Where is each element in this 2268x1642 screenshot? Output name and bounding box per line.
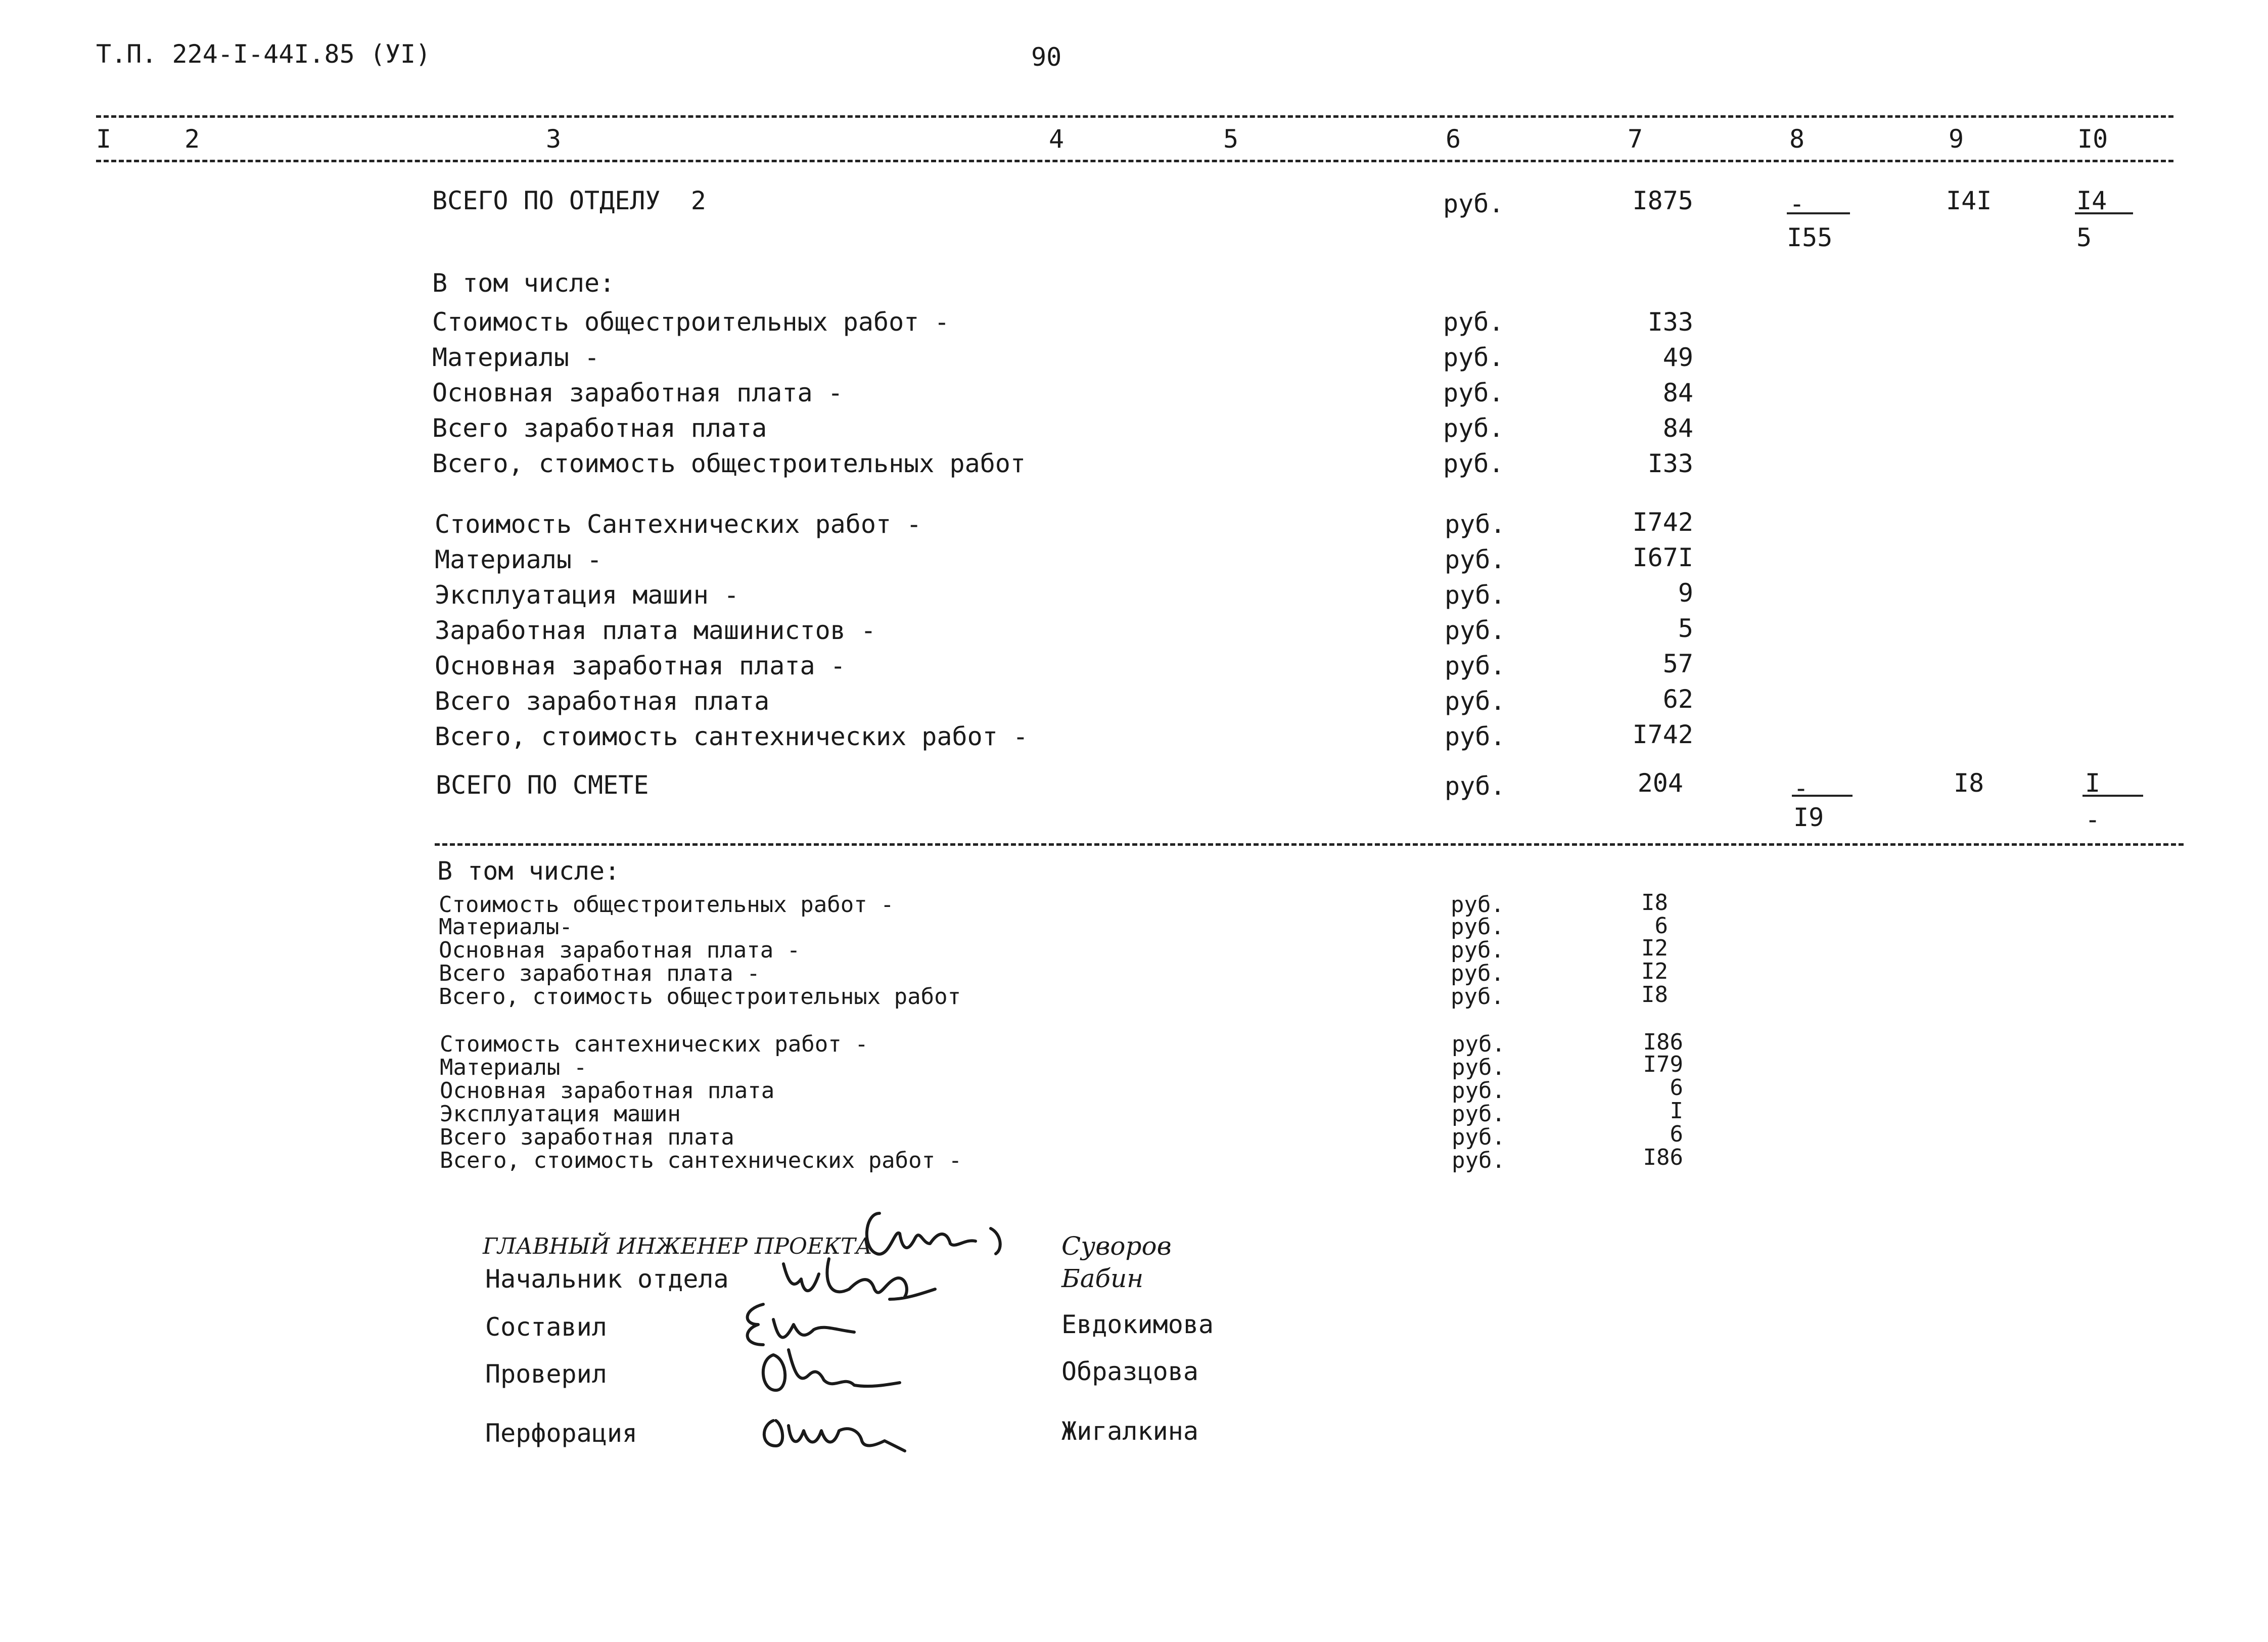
estimate-g1-label-2: Материалы-	[439, 914, 573, 940]
estimate-g1-value-3: I2	[1641, 935, 1668, 961]
section-total-unit: руб.	[1443, 189, 1504, 218]
estimate-g1-label-5: Всего, стоимость общестроительных работ	[439, 984, 961, 1010]
estimate-total-unit: руб.	[1445, 771, 1506, 801]
estimate-g1-unit-5: руб.	[1451, 984, 1504, 1010]
estimate-total-rule	[435, 843, 2184, 846]
estimate-g2-label-6: Всего, стоимость сантехнических работ -	[440, 1148, 962, 1173]
section-g1-unit-5: руб.	[1443, 449, 1504, 478]
estimate-g2-label-3: Основная заработная плата	[440, 1078, 775, 1104]
signature-mark-5	[753, 1400, 920, 1461]
column-header-1: I	[96, 124, 112, 154]
page-number: 90	[1031, 42, 1062, 72]
section-total-label: ВСЕГО ПО ОТДЕЛУ 2	[432, 186, 706, 215]
section-g2-unit-1: руб.	[1445, 510, 1506, 539]
signature-name-2: Бабин	[1061, 1264, 1144, 1293]
section-g2-unit-3: руб.	[1445, 580, 1506, 610]
section-total-col10-bottom: 5	[2076, 223, 2092, 252]
section-total-col10-fraction-line	[2075, 212, 2133, 214]
signature-name-5: Жигалкина	[1061, 1417, 1198, 1446]
signature-name-4: Образцова	[1061, 1357, 1198, 1386]
estimate-g2-value-5: 6	[1670, 1121, 1683, 1147]
estimate-g2-unit-3: руб.	[1452, 1078, 1505, 1104]
estimate-g1-unit-1: руб.	[1451, 892, 1504, 918]
estimate-g2-unit-2: руб.	[1452, 1055, 1505, 1080]
column-header-9: 9	[1949, 124, 1964, 154]
estimate-g1-unit-3: руб.	[1451, 937, 1504, 963]
estimate-g2-unit-6: руб.	[1452, 1148, 1505, 1173]
estimate-g2-unit-4: руб.	[1452, 1101, 1505, 1127]
estimate-g1-label-1: Стоимость общестроительных работ -	[439, 892, 894, 918]
header-rule-top	[96, 115, 2173, 118]
estimate-total-col7: 204	[1637, 768, 1683, 798]
section-g1-label-3: Основная заработная плата -	[432, 378, 843, 407]
section-g1-value-5: I33	[1647, 449, 1693, 478]
estimate-total-label: ВСЕГО ПО СМЕТЕ	[436, 770, 649, 800]
section-g1-unit-3: руб.	[1443, 378, 1504, 407]
column-header-3: 3	[546, 124, 562, 154]
section-total-col8-top: -	[1789, 189, 1805, 218]
estimate-breakdown-heading: В том числе:	[437, 856, 620, 886]
estimate-g1-value-1: I8	[1641, 890, 1668, 916]
estimate-g1-unit-4: руб.	[1451, 961, 1504, 986]
section-g1-value-1: I33	[1647, 307, 1693, 337]
signature-role-5: Перфорация	[485, 1419, 638, 1448]
column-header-8: 8	[1789, 124, 1805, 154]
signature-role-1: ГЛАВНЫЙ ИНЖЕНЕР ПРОЕКТА	[483, 1234, 872, 1259]
section-g1-unit-2: руб.	[1443, 343, 1504, 372]
estimate-total-col9: I8	[1954, 768, 1984, 798]
estimate-total-col10-fraction-line	[2082, 795, 2143, 797]
section-g1-value-4: 84	[1662, 414, 1693, 443]
section-g2-unit-6: руб.	[1445, 687, 1506, 716]
section-g1-value-3: 84	[1662, 378, 1693, 407]
estimate-g2-unit-1: руб.	[1452, 1031, 1505, 1057]
estimate-g2-value-4: I	[1670, 1098, 1683, 1124]
section-total-col10-top: I4	[2076, 186, 2107, 215]
section-g1-unit-4: руб.	[1443, 414, 1504, 443]
signature-role-2: Начальник отдела	[485, 1264, 729, 1294]
column-header-10: I0	[2077, 124, 2108, 154]
section-breakdown-heading: В том числе:	[432, 268, 615, 298]
estimate-g2-value-3: 6	[1670, 1075, 1683, 1101]
header-rule-bottom	[96, 160, 2173, 162]
estimate-g2-value-6: I86	[1643, 1145, 1683, 1170]
section-g1-label-4: Всего заработная плата	[432, 414, 767, 443]
document-code: Т.П. 224-I-44I.85 (УI)	[96, 39, 431, 69]
estimate-g2-label-1: Стоимость сантехнических работ -	[440, 1031, 868, 1057]
section-g2-label-6: Всего заработная плата	[435, 687, 770, 716]
section-g2-value-3: 9	[1678, 578, 1693, 608]
section-total-col7: I875	[1632, 186, 1693, 215]
section-g2-unit-5: руб.	[1445, 651, 1506, 680]
section-g2-unit-2: руб.	[1445, 545, 1506, 574]
signature-name-3: Евдокимова	[1061, 1310, 1214, 1339]
estimate-g1-value-2: 6	[1654, 913, 1668, 939]
section-g1-label-1: Стоимость общестроительных работ -	[432, 307, 950, 337]
estimate-g1-value-5: I8	[1641, 982, 1668, 1008]
section-g2-value-2: I67I	[1632, 543, 1693, 572]
section-g2-value-7: I742	[1632, 720, 1693, 749]
section-g2-unit-7: руб.	[1445, 722, 1506, 751]
estimate-g2-value-2: I79	[1643, 1052, 1683, 1077]
column-header-7: 7	[1628, 124, 1643, 154]
section-g1-value-2: 49	[1662, 343, 1693, 372]
section-total-col8-bottom: I55	[1787, 223, 1833, 252]
estimate-g2-value-1: I86	[1643, 1029, 1683, 1055]
section-g2-label-7: Всего, стоимость сантехнических работ -	[435, 722, 1028, 751]
section-g2-label-4: Заработная плата машинистов -	[435, 616, 876, 645]
section-g1-unit-1: руб.	[1443, 307, 1504, 337]
signature-role-4: Проверил	[485, 1359, 607, 1389]
section-g2-value-5: 57	[1662, 649, 1693, 678]
estimate-total-col8-top: -	[1793, 773, 1809, 803]
estimate-total-col8-bottom: I9	[1793, 803, 1824, 832]
section-total-col9: I4I	[1946, 186, 1992, 215]
estimate-g1-value-4: I2	[1641, 959, 1668, 984]
section-g2-label-1: Стоимость Сантехнических работ -	[435, 510, 922, 539]
section-g2-value-4: 5	[1678, 614, 1693, 643]
estimate-g2-label-5: Всего заработная плата	[440, 1124, 734, 1150]
section-total-col8-fraction-line	[1787, 212, 1850, 214]
estimate-g2-unit-5: руб.	[1452, 1124, 1505, 1150]
signature-mark-4	[753, 1340, 905, 1400]
section-g1-label-5: Всего, стоимость общестроительных работ	[432, 449, 1026, 478]
column-header-4: 4	[1049, 124, 1064, 154]
column-header-2: 2	[184, 124, 200, 154]
section-g2-unit-4: руб.	[1445, 616, 1506, 645]
section-g2-label-2: Материалы -	[435, 545, 603, 574]
signature-role-3: Составил	[485, 1312, 607, 1342]
section-g2-label-3: Эксплуатация машин -	[435, 580, 739, 610]
column-header-5: 5	[1223, 124, 1239, 154]
section-g2-value-1: I742	[1632, 508, 1693, 537]
section-g2-value-6: 62	[1662, 685, 1693, 714]
signature-name-1: Суворов	[1061, 1232, 1172, 1261]
estimate-g1-label-3: Основная заработная плата -	[439, 937, 801, 963]
column-header-6: 6	[1446, 124, 1461, 154]
estimate-total-col8-fraction-line	[1792, 795, 1853, 797]
estimate-g2-label-2: Материалы -	[440, 1055, 587, 1080]
estimate-total-col10-bottom: -	[2085, 805, 2101, 834]
section-g2-label-5: Основная заработная плата -	[435, 651, 846, 680]
estimate-g1-label-4: Всего заработная плата -	[439, 961, 760, 986]
estimate-g2-label-4: Эксплуатация машин	[440, 1101, 681, 1127]
estimate-total-col10-top: I	[2085, 768, 2101, 798]
section-g1-label-2: Материалы -	[432, 343, 600, 372]
estimate-g1-unit-2: руб.	[1451, 914, 1504, 940]
